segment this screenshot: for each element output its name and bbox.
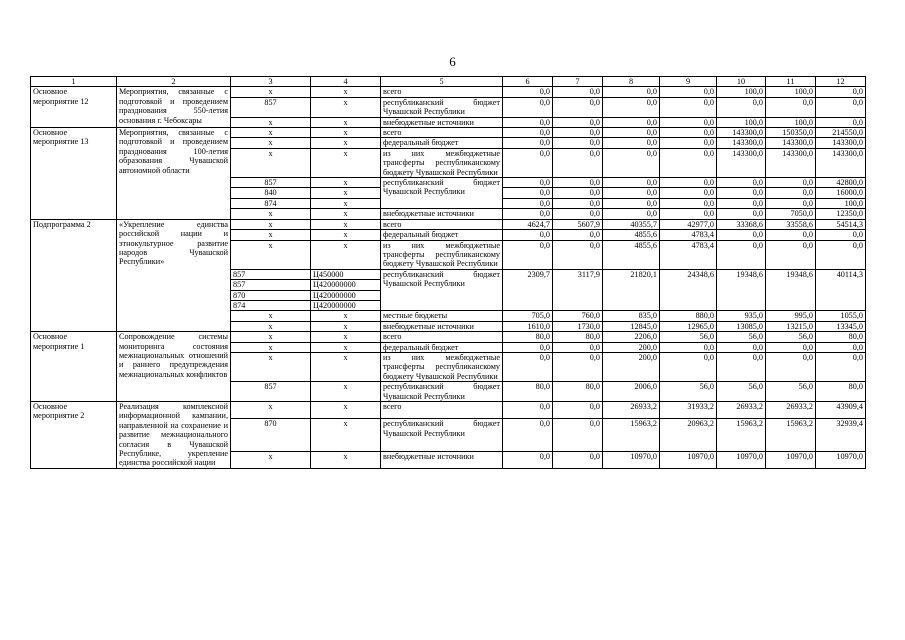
amount-cell: 760,0 <box>553 311 603 321</box>
column-number: 4 <box>311 77 381 87</box>
amount-cell: 33368,6 <box>717 219 766 229</box>
amount-cell: 880,0 <box>660 311 717 321</box>
admin-code: х <box>231 240 311 269</box>
column-number: 12 <box>816 77 866 87</box>
amount-cell: 0,0 <box>717 240 766 269</box>
target-code: х <box>311 321 381 331</box>
target-code: х <box>311 188 381 198</box>
funding-source: внебюджетные источники <box>381 117 503 127</box>
amount-cell: 0,0 <box>766 342 816 352</box>
funding-source: республиканский бюджет Чувашской Республики <box>381 97 503 117</box>
amount-cell: 0,0 <box>553 402 603 419</box>
amount-cell: 4855,6 <box>603 230 660 240</box>
amount-cell: 0,0 <box>553 138 603 148</box>
amount-cell: 143300,0 <box>816 138 866 148</box>
amount-cell: 0,0 <box>816 342 866 352</box>
amount-cell: 0,0 <box>660 198 717 208</box>
admin-code: 874 <box>231 198 311 208</box>
admin-code: х <box>231 87 311 97</box>
amount-cell: 0,0 <box>603 97 660 117</box>
target-code: х <box>311 178 381 188</box>
admin-code: х <box>231 402 311 419</box>
amount-cell: 0,0 <box>660 209 717 219</box>
amount-cell: 0,0 <box>503 148 553 177</box>
amount-cell: 0,0 <box>816 352 866 381</box>
amount-cell: 995,0 <box>766 311 816 321</box>
amount-cell: 0,0 <box>503 87 553 97</box>
amount-cell: 0,0 <box>717 342 766 352</box>
admin-code: х <box>231 311 311 321</box>
target-code: х <box>311 87 381 97</box>
amount-cell: 24348,6 <box>660 269 717 311</box>
amount-cell: 0,0 <box>553 451 603 468</box>
amount-cell: 0,0 <box>503 178 553 188</box>
amount-cell: 10970,0 <box>603 451 660 468</box>
admin-code: х <box>231 138 311 148</box>
amount-cell: 0,0 <box>816 87 866 97</box>
target-code: х <box>311 138 381 148</box>
item-description: Реализация комплексной информационной кампании, направленной на сохранение и развитие межнационального согласия в Чувашской Республике, укрепление единства российской нации <box>117 402 231 469</box>
funding-source: внебюджетные источники <box>381 209 503 219</box>
amount-cell: 0,0 <box>553 148 603 177</box>
amount-cell: 42977,0 <box>660 219 717 229</box>
item-description: «Укрепление единства российской нации и этнокультурное развитие народов Чувашской Республики» <box>117 219 231 331</box>
funding-source: федеральный бюджет <box>381 138 503 148</box>
amount-cell: 100,0 <box>766 87 816 97</box>
amount-cell: 200,0 <box>603 352 660 381</box>
funding-source: из них межбюджетные трансферты республиканскому бюджету Чувашской Республики <box>381 148 503 177</box>
amount-cell: 19348,6 <box>717 269 766 311</box>
amount-cell: 26933,2 <box>603 402 660 419</box>
amount-cell: 42800,0 <box>816 178 866 188</box>
amount-cell: 0,0 <box>660 178 717 188</box>
amount-cell: 0,0 <box>553 419 603 452</box>
amount-cell: 10970,0 <box>660 451 717 468</box>
amount-cell: 13345,0 <box>816 321 866 331</box>
admin-code: х <box>231 332 311 342</box>
amount-cell: 143300,0 <box>717 138 766 148</box>
amount-cell: 0,0 <box>603 209 660 219</box>
amount-cell: 0,0 <box>766 97 816 117</box>
amount-cell: 56,0 <box>717 382 766 402</box>
amount-cell: 0,0 <box>603 188 660 198</box>
budget-table <box>30 76 866 469</box>
target-code: Ц420000000 <box>311 300 381 310</box>
amount-cell: 0,0 <box>503 128 553 138</box>
amount-cell: 100,0 <box>717 87 766 97</box>
target-code: х <box>311 332 381 342</box>
table-row <box>31 219 866 229</box>
funding-source: федеральный бюджет <box>381 230 503 240</box>
amount-cell: 43909,4 <box>816 402 866 419</box>
amount-cell: 0,0 <box>503 451 553 468</box>
amount-cell: 0,0 <box>553 352 603 381</box>
target-code: х <box>311 128 381 138</box>
amount-cell: 0,0 <box>766 240 816 269</box>
amount-cell: 13085,0 <box>717 321 766 331</box>
admin-code: 840 <box>231 188 311 198</box>
amount-cell: 32939,4 <box>816 419 866 452</box>
amount-cell: 0,0 <box>553 342 603 352</box>
amount-cell: 935,0 <box>717 311 766 321</box>
amount-cell: 0,0 <box>766 188 816 198</box>
amount-cell: 0,0 <box>717 198 766 208</box>
column-number: 11 <box>766 77 816 87</box>
amount-cell: 4783,4 <box>660 240 717 269</box>
admin-code: 857 <box>231 269 311 279</box>
amount-cell: 3117,9 <box>553 269 603 311</box>
amount-cell: 40114,3 <box>816 269 866 311</box>
amount-cell: 0,0 <box>503 402 553 419</box>
amount-cell: 0,0 <box>660 117 717 127</box>
funding-source: республиканский бюджет Чувашской Республики <box>381 382 503 402</box>
item-description: Сопровождение системы мониторинга состояния межнациональных отношений и раннего предупреждения межнациональных конфликтов <box>117 332 231 402</box>
amount-cell: 2206,0 <box>603 332 660 342</box>
amount-cell: 54514,3 <box>816 219 866 229</box>
amount-cell: 19348,6 <box>766 269 816 311</box>
amount-cell: 0,0 <box>603 117 660 127</box>
amount-cell: 0,0 <box>603 87 660 97</box>
amount-cell: 0,0 <box>660 352 717 381</box>
amount-cell: 80,0 <box>553 332 603 342</box>
amount-cell: 0,0 <box>553 188 603 198</box>
table-row <box>31 87 866 97</box>
amount-cell: 12965,0 <box>660 321 717 331</box>
funding-source: из них межбюджетные трансферты республиканскому бюджету Чувашской Республики <box>381 352 503 381</box>
amount-cell: 0,0 <box>603 178 660 188</box>
amount-cell: 4624,7 <box>503 219 553 229</box>
amount-cell: 0,0 <box>553 117 603 127</box>
funding-source: местные бюджеты <box>381 311 503 321</box>
amount-cell: 0,0 <box>816 117 866 127</box>
admin-code: х <box>231 352 311 381</box>
amount-cell: 0,0 <box>816 240 866 269</box>
amount-cell: 0,0 <box>660 97 717 117</box>
target-code: Ц450000 <box>311 269 381 279</box>
target-code: х <box>311 198 381 208</box>
amount-cell: 705,0 <box>503 311 553 321</box>
target-code: Ц420000000 <box>311 290 381 300</box>
amount-cell: 0,0 <box>660 188 717 198</box>
funding-source: всего <box>381 128 503 138</box>
amount-cell: 100,0 <box>766 117 816 127</box>
target-code: х <box>311 342 381 352</box>
target-code: х <box>311 240 381 269</box>
funding-source: всего <box>381 332 503 342</box>
amount-cell: 56,0 <box>660 382 717 402</box>
target-code: х <box>311 352 381 381</box>
admin-code: 857 <box>231 97 311 117</box>
amount-cell: 12350,0 <box>816 209 866 219</box>
admin-code: 870 <box>231 419 311 452</box>
admin-code: х <box>231 321 311 331</box>
amount-cell: 0,0 <box>766 178 816 188</box>
funding-source: всего <box>381 87 503 97</box>
amount-cell: 100,0 <box>816 198 866 208</box>
target-code: х <box>311 311 381 321</box>
amount-cell: 0,0 <box>660 128 717 138</box>
amount-cell: 0,0 <box>553 128 603 138</box>
amount-cell: 12845,0 <box>603 321 660 331</box>
table-row <box>31 332 866 342</box>
funding-source: республиканский бюджет Чувашской Республики <box>381 269 503 311</box>
admin-code: х <box>231 148 311 177</box>
amount-cell: 10970,0 <box>766 451 816 468</box>
amount-cell: 150350,0 <box>766 128 816 138</box>
table-header <box>31 77 866 87</box>
amount-cell: 0,0 <box>503 138 553 148</box>
admin-code: х <box>231 342 311 352</box>
column-number: 9 <box>660 77 717 87</box>
amount-cell: 0,0 <box>717 178 766 188</box>
amount-cell: 0,0 <box>503 198 553 208</box>
admin-code: х <box>231 230 311 240</box>
column-number: 2 <box>117 77 231 87</box>
target-code: х <box>311 382 381 402</box>
funding-source: федеральный бюджет <box>381 342 503 352</box>
amount-cell: 0,0 <box>766 230 816 240</box>
admin-code: х <box>231 219 311 229</box>
item-name: Подпрограмма 2 <box>31 219 117 331</box>
amount-cell: 80,0 <box>816 332 866 342</box>
amount-cell: 143300,0 <box>766 138 816 148</box>
amount-cell: 0,0 <box>603 198 660 208</box>
column-number: 5 <box>381 77 503 87</box>
admin-code: 874 <box>231 300 311 310</box>
amount-cell: 56,0 <box>717 332 766 342</box>
amount-cell: 214550,0 <box>816 128 866 138</box>
admin-code: 857 <box>231 280 311 290</box>
amount-cell: 0,0 <box>503 230 553 240</box>
amount-cell: 0,0 <box>553 198 603 208</box>
admin-code: 857 <box>231 178 311 188</box>
funding-source: внебюджетные источники <box>381 451 503 468</box>
amount-cell: 0,0 <box>503 209 553 219</box>
amount-cell: 56,0 <box>766 382 816 402</box>
amount-cell: 0,0 <box>816 97 866 117</box>
target-code: х <box>311 219 381 229</box>
header-row <box>31 77 866 87</box>
amount-cell: 200,0 <box>603 342 660 352</box>
amount-cell: 16000,0 <box>816 188 866 198</box>
column-number: 10 <box>717 77 766 87</box>
amount-cell: 80,0 <box>503 382 553 402</box>
target-code: х <box>311 419 381 452</box>
amount-cell: 56,0 <box>766 332 816 342</box>
amount-cell: 0,0 <box>503 188 553 198</box>
column-number: 1 <box>31 77 117 87</box>
amount-cell: 0,0 <box>503 352 553 381</box>
amount-cell: 0,0 <box>553 230 603 240</box>
amount-cell: 0,0 <box>816 230 866 240</box>
column-number: 6 <box>503 77 553 87</box>
amount-cell: 0,0 <box>553 209 603 219</box>
amount-cell: 7050,0 <box>766 209 816 219</box>
column-number: 3 <box>231 77 311 87</box>
target-code: х <box>311 402 381 419</box>
admin-code: 857 <box>231 382 311 402</box>
target-code: Ц420000000 <box>311 280 381 290</box>
amount-cell: 143300,0 <box>717 148 766 177</box>
admin-code: х <box>231 209 311 219</box>
amount-cell: 1610,0 <box>503 321 553 331</box>
page-number: 6 <box>449 54 456 69</box>
amount-cell: 0,0 <box>503 117 553 127</box>
column-number: 8 <box>603 77 660 87</box>
amount-cell: 26933,2 <box>717 402 766 419</box>
funding-source: республиканский бюджет Чувашской Республики <box>381 419 503 452</box>
target-code: х <box>311 451 381 468</box>
amount-cell: 1055,0 <box>816 311 866 321</box>
amount-cell: 21820,1 <box>603 269 660 311</box>
target-code: х <box>311 148 381 177</box>
admin-code: х <box>231 117 311 127</box>
funding-source: всего <box>381 402 503 419</box>
funding-source: внебюджетные источники <box>381 321 503 331</box>
amount-cell: 143300,0 <box>717 128 766 138</box>
target-code: х <box>311 230 381 240</box>
target-code: х <box>311 117 381 127</box>
amount-cell: 15963,2 <box>766 419 816 452</box>
amount-cell: 0,0 <box>603 138 660 148</box>
amount-cell: 26933,2 <box>766 402 816 419</box>
amount-cell: 0,0 <box>717 230 766 240</box>
amount-cell: 835,0 <box>603 311 660 321</box>
amount-cell: 33558,6 <box>766 219 816 229</box>
funding-source: республиканский бюджет Чувашской Республики <box>381 178 503 209</box>
target-code: х <box>311 209 381 219</box>
amount-cell: 0,0 <box>766 198 816 208</box>
amount-cell: 80,0 <box>553 382 603 402</box>
amount-cell: 0,0 <box>553 87 603 97</box>
amount-cell: 0,0 <box>503 419 553 452</box>
table-row <box>31 128 866 138</box>
amount-cell: 0,0 <box>660 148 717 177</box>
amount-cell: 80,0 <box>503 332 553 342</box>
table-row <box>31 402 866 419</box>
amount-cell: 143300,0 <box>816 148 866 177</box>
amount-cell: 0,0 <box>603 128 660 138</box>
amount-cell: 0,0 <box>503 240 553 269</box>
amount-cell: 15963,2 <box>603 419 660 452</box>
amount-cell: 15963,2 <box>717 419 766 452</box>
amount-cell: 0,0 <box>717 352 766 381</box>
amount-cell: 100,0 <box>717 117 766 127</box>
item-name: Основное мероприятие 2 <box>31 402 117 469</box>
amount-cell: 0,0 <box>603 148 660 177</box>
item-name: Основное мероприятие 13 <box>31 128 117 220</box>
amount-cell: 2309,7 <box>503 269 553 311</box>
admin-code: х <box>231 451 311 468</box>
amount-cell: 31933,2 <box>660 402 717 419</box>
amount-cell: 143300,0 <box>766 148 816 177</box>
amount-cell: 0,0 <box>660 87 717 97</box>
funding-source: всего <box>381 219 503 229</box>
item-name: Основное мероприятие 1 <box>31 332 117 402</box>
amount-cell: 4783,4 <box>660 230 717 240</box>
amount-cell: 0,0 <box>660 342 717 352</box>
amount-cell: 0,0 <box>717 97 766 117</box>
amount-cell: 10970,0 <box>816 451 866 468</box>
amount-cell: 0,0 <box>503 342 553 352</box>
amount-cell: 0,0 <box>503 97 553 117</box>
amount-cell: 40355,7 <box>603 219 660 229</box>
amount-cell: 2006,0 <box>603 382 660 402</box>
amount-cell: 0,0 <box>766 352 816 381</box>
amount-cell: 0,0 <box>553 240 603 269</box>
admin-code: 870 <box>231 290 311 300</box>
amount-cell: 20963,2 <box>660 419 717 452</box>
target-code: х <box>311 97 381 117</box>
column-number: 7 <box>553 77 603 87</box>
amount-cell: 4855,6 <box>603 240 660 269</box>
amount-cell: 0,0 <box>553 178 603 188</box>
amount-cell: 13215,0 <box>766 321 816 331</box>
amount-cell: 56,0 <box>660 332 717 342</box>
amount-cell: 1730,0 <box>553 321 603 331</box>
amount-cell: 0,0 <box>717 209 766 219</box>
admin-code: х <box>231 128 311 138</box>
item-name: Основное мероприятие 12 <box>31 87 117 128</box>
amount-cell: 0,0 <box>553 97 603 117</box>
amount-cell: 10970,0 <box>717 451 766 468</box>
item-description: Мероприятия, связанные с подготовкой и проведением празднования 550-летия основания г. Чебоксары <box>117 87 231 128</box>
amount-cell: 0,0 <box>660 138 717 148</box>
amount-cell: 80,0 <box>816 382 866 402</box>
table-body <box>31 87 866 468</box>
amount-cell: 0,0 <box>717 188 766 198</box>
funding-source: из них межбюджетные трансферты республиканскому бюджету Чувашской Республики <box>381 240 503 269</box>
amount-cell: 5607,9 <box>553 219 603 229</box>
item-description: Мероприятия, связанные с подготовкой и проведением празднования 100-летия образования Чувашской автономной области <box>117 128 231 220</box>
